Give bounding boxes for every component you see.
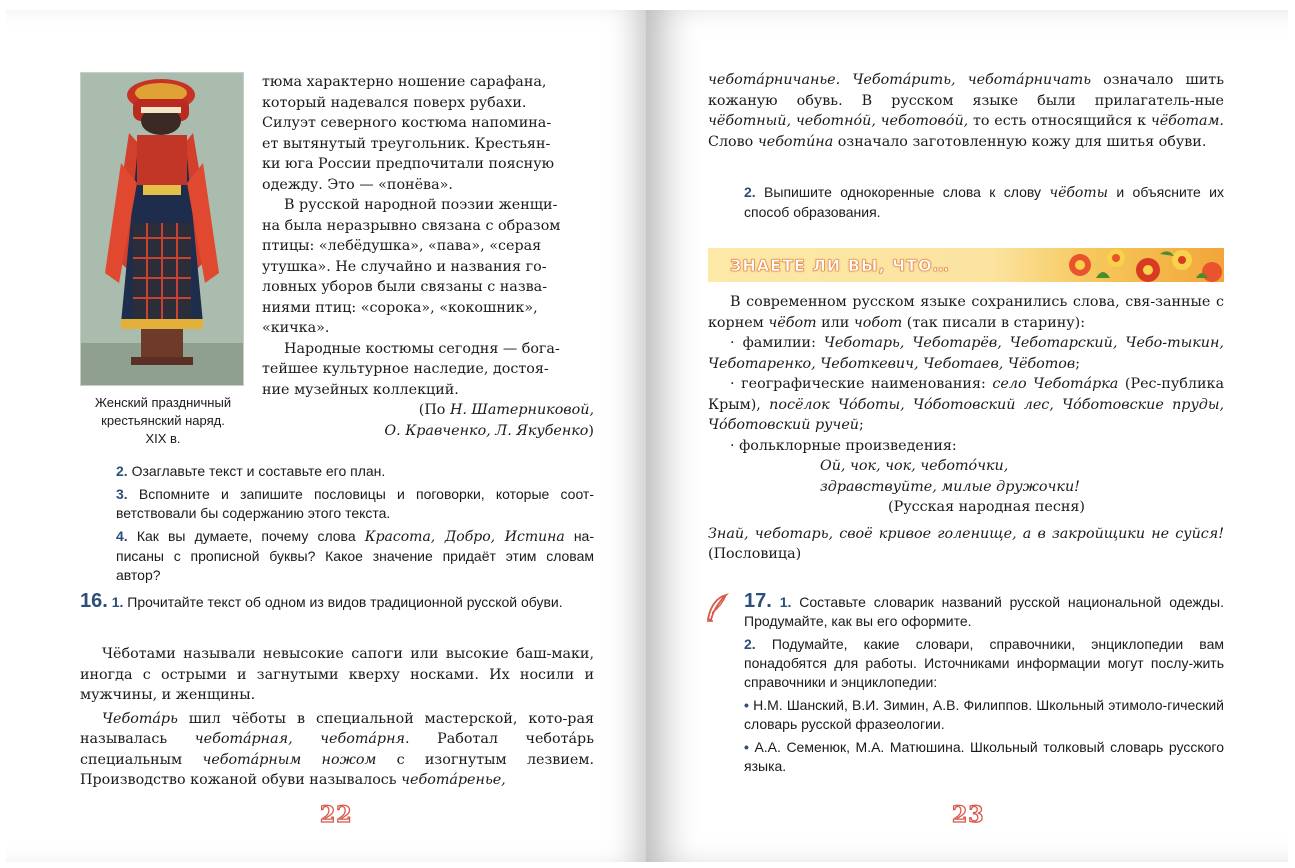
quill-icon <box>704 593 730 623</box>
poem-line-2: здравствуйте, милые дружочки! <box>820 478 1080 495</box>
poem-source: (Русская народная песня) <box>888 499 1086 515</box>
paragraph-1: Чёботами называли невысокие сапоги или высокие баш-маки, иногда с острыми и загнутыми кверху носками. Их носили и мужчины, и женщины. <box>80 646 594 703</box>
reference-1: • Н.М. Шанский, В.И. Зимин, А.В. Филиппов. Школьный этимоло-гический словарь русской фразеологии. <box>744 697 1224 732</box>
page-number-left: 22 <box>320 802 353 828</box>
photo-caption: Женский праздничный крестьянский наряд. XIX в. <box>94 395 232 446</box>
chebot-text-continued: чеботáрничанье. Чеботáрить, чеботáрничать означало шить кожаную обувь. В русском языке были прилагатель-ные чёботный, чеботнóй, чеботовóй, то есть относящийся к чёботам. Слово чеботúна означало заготовленную кожу для шитья обуви. <box>708 72 1224 150</box>
proverb: Знай, чеботарь, своё кривое голенище, а в закройщики не суйся! (Пословица) <box>708 525 1224 562</box>
exercise-16: 16. 1. Прочитайте текст об одном из видов традиционной русской обуви. <box>80 590 563 612</box>
left-page <box>6 10 646 862</box>
attribution: (По Н. Шатерниковой, <box>418 402 594 418</box>
geo-names-item: · географические наименования: село Чеботáрка (Рес-публика Крым), посёлок Чóботы, Чóботовский лес, Чóботовские пруды, Чóботовский ручей; <box>708 376 1225 433</box>
book-spread <box>6 10 1288 862</box>
tasks-block <box>116 462 594 589</box>
right-page <box>646 10 1288 862</box>
task-4: 4. Как вы думаете, почему слова Красота, Добро, Истина на-писаны с прописной буквы? Какое значение придаёт этим словам автор? <box>116 528 594 583</box>
poem-line-1: Ой, чок, чок, чеботóчки, <box>820 458 1009 474</box>
task-3: 3. Вспомните и запишите пословицы и поговорки, которые соот-ветствовали бы содержанию этого текста. <box>116 486 595 521</box>
did-you-know-banner <box>708 248 1224 282</box>
chebot-text <box>80 644 594 791</box>
folklore-item: · фольклорные произведения: <box>730 437 957 454</box>
reference-2: • А.А. Семенюк, М.А. Матюшина. Школьный толковый словарь русского языка. <box>744 739 1225 774</box>
folk-costume-photo <box>80 72 244 386</box>
page-number-right: 23 <box>952 802 985 828</box>
costume-text: тюма характерно ношение сарафана, который надевался поверх рубахи. Силуэт северного костюма напомина- ет вытянутый треугольник. Крестьян- ки юга России предпочитали поясную одежду. Это — «понёва». В русской народной поэзии женщи- на была неразрывно связана с образом птицы: «лебёдушка», «пава», «серая утушка». Не случайно и названия го- ловных уборов были связаны с назва- ниями птиц: «сорока», «кокошник», «кичка». Народные костюмы сегодня — бога- тейшее культурное наследие, достоя- ние музейных коллекций. (По Н. Шатерниковой, О. Кравченко, Л. Якубенко) <box>262 74 594 439</box>
folk-costume-illustration <box>81 73 243 385</box>
task-2-right: 2. Выпишите однокоренные слова к слову чёботы и объясните их способ образования. <box>744 184 1224 220</box>
did-you-know-text: В современном русском языке сохранились слова, свя-занные с корнем чёбот или чобот (так писали в старину): · фамилии: Чеботарь, Чеботарёв, Чеботарский, Чебо-тыкин, Чеботаренко, Чеботкевич, Чеботаев, Чёботов; · географические наименования: село Чеботáрка (Рес-публика Крым), посёлок Чóботы, Чóботовский лес, Чóботовские пруды, Чóботовский ручей; · фольклорные произведения: Ой, чок, чок, чеботóчки, здравствуйте, милые дружочки! (Русская народная песня) Знай, чеботарь, своё кривое голенище, а в закройщики не суйся! (Пословица) <box>708 292 1224 565</box>
task-2: 2. Озаглавьте текст и составьте его план. <box>116 463 386 479</box>
exercise-17: 17. 1. Составьте словарик названий русской национальной одежды. Продумайте, как вы его оформите. 2. Подумайте, какие словари, справочники, энциклопедии вам понадобятся для работы. Источниками информации могут послу-жить справочники и энциклопедии: • Н.М. Шанский, В.И. Зимин, А.В. Филиппов. Школьный этимоло-гический словарь русской фразеологии. • А.А. Семенюк, М.А. Матюшина. Школьный толковый словарь русского языка. <box>744 590 1225 774</box>
paragraph-2: Чеботáрь шил чёботы в специальной мастерской, кото-рая называлась чеботáрная, чеботáрня. Работал чеботáрь специальным чеботáрным ножом с изогнутым лезвием. Производство кожаной обуви называлось чеботáренье, <box>80 710 595 788</box>
banner-title: ЗНАЕТЕ ЛИ ВЫ, ЧТО… <box>730 256 950 275</box>
exercise-number: 16. <box>80 590 108 612</box>
exercise-number: 17. <box>744 590 772 612</box>
surnames-item: · фамилии: Чеботарь, Чеботарёв, Чеботарский, Чебо-тыкин, Чеботаренко, Чеботкевич, Чеботаев, Чёботов; <box>708 335 1224 372</box>
